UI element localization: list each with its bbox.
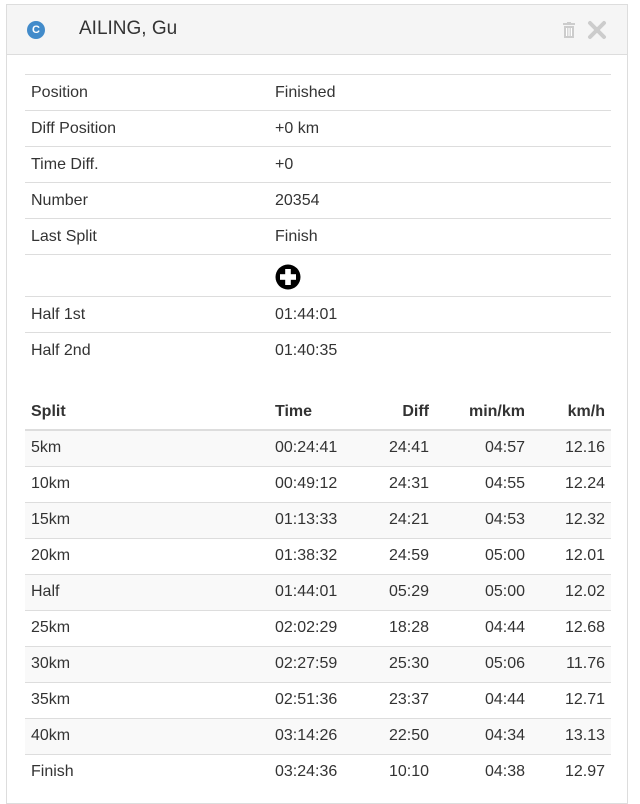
split-name: 25km [25,610,269,646]
info-row-diff-position [25,111,611,147]
column-header-speed: km/h [531,394,611,430]
table-row [25,646,611,682]
split-pace: 05:00 [435,538,531,574]
info-row-half-2nd [25,333,611,369]
info-label: Half 2nd [25,333,269,369]
info-label: Last Split [25,219,269,255]
split-pace: 05:00 [435,574,531,610]
split-diff: 10:10 [365,754,435,790]
info-row-last-split [25,219,611,255]
split-name: Half [25,574,269,610]
split-diff: 05:29 [365,574,435,610]
split-diff: 24:21 [365,502,435,538]
split-name: 35km [25,682,269,718]
split-diff: 22:50 [365,718,435,754]
split-time: 03:14:26 [269,718,365,754]
split-speed: 12.02 [531,574,611,610]
split-name: 5km [25,430,269,466]
split-name: 15km [25,502,269,538]
split-speed: 12.32 [531,502,611,538]
split-name: 30km [25,646,269,682]
info-row-half-1st [25,297,611,333]
info-value: Finish [269,219,611,255]
split-pace: 04:34 [435,718,531,754]
expand-row [25,255,611,297]
info-row-position [25,75,611,111]
split-speed: 12.71 [531,682,611,718]
table-row [25,682,611,718]
split-speed: 13.13 [531,718,611,754]
info-value: 20354 [269,183,611,219]
runner-detail-panel [6,4,628,804]
split-pace: 04:57 [435,430,531,466]
splits-header-row [25,394,611,430]
info-label: Number [25,183,269,219]
split-time: 01:44:01 [269,574,365,610]
table-row [25,502,611,538]
table-row [25,430,611,466]
column-header-time: Time [269,394,365,430]
close-icon[interactable] [587,20,607,40]
info-label: Diff Position [25,111,269,147]
split-pace: 05:06 [435,646,531,682]
split-pace: 04:38 [435,754,531,790]
plus-circle-icon[interactable] [275,264,301,290]
split-name: 40km [25,718,269,754]
split-diff: 24:31 [365,466,435,502]
split-time: 02:02:29 [269,610,365,646]
split-diff: 24:59 [365,538,435,574]
split-time: 01:13:33 [269,502,365,538]
info-label: Time Diff. [25,147,269,183]
info-value: 01:44:01 [269,297,611,333]
table-row [25,754,611,790]
table-row [25,610,611,646]
runner-name: AILING, Gu [79,18,178,39]
split-speed: 12.16 [531,430,611,466]
table-row [25,718,611,754]
split-speed: 11.76 [531,646,611,682]
split-time: 02:27:59 [269,646,365,682]
column-header-diff: Diff [365,394,435,430]
splits-table [25,394,611,790]
column-header-pace: min/km [435,394,531,430]
split-speed: 12.24 [531,466,611,502]
runner-info-table [25,74,611,369]
info-value: 01:40:35 [269,333,611,369]
trash-icon[interactable] [563,22,575,38]
split-name: 20km [25,538,269,574]
info-label: Position [25,75,269,111]
split-speed: 12.01 [531,538,611,574]
split-diff: 23:37 [365,682,435,718]
split-speed: 12.97 [531,754,611,790]
info-value: +0 km [269,111,611,147]
table-row [25,466,611,502]
split-diff: 25:30 [365,646,435,682]
panel-header [7,5,627,55]
split-pace: 04:55 [435,466,531,502]
info-label: Half 1st [25,297,269,333]
split-time: 01:38:32 [269,538,365,574]
split-name: 10km [25,466,269,502]
split-name: Finish [25,754,269,790]
info-value: Finished [269,75,611,111]
split-diff: 24:41 [365,430,435,466]
info-row-number [25,183,611,219]
column-header-split: Split [25,394,269,430]
split-diff: 18:28 [365,610,435,646]
split-speed: 12.68 [531,610,611,646]
info-value: +0 [269,147,611,183]
table-row [25,538,611,574]
category-badge: C [27,21,45,39]
split-time: 03:24:36 [269,754,365,790]
split-time: 00:24:41 [269,430,365,466]
info-row-time-diff [25,147,611,183]
split-time: 02:51:36 [269,682,365,718]
split-pace: 04:44 [435,610,531,646]
split-pace: 04:53 [435,502,531,538]
table-row [25,574,611,610]
split-time: 00:49:12 [269,466,365,502]
split-pace: 04:44 [435,682,531,718]
